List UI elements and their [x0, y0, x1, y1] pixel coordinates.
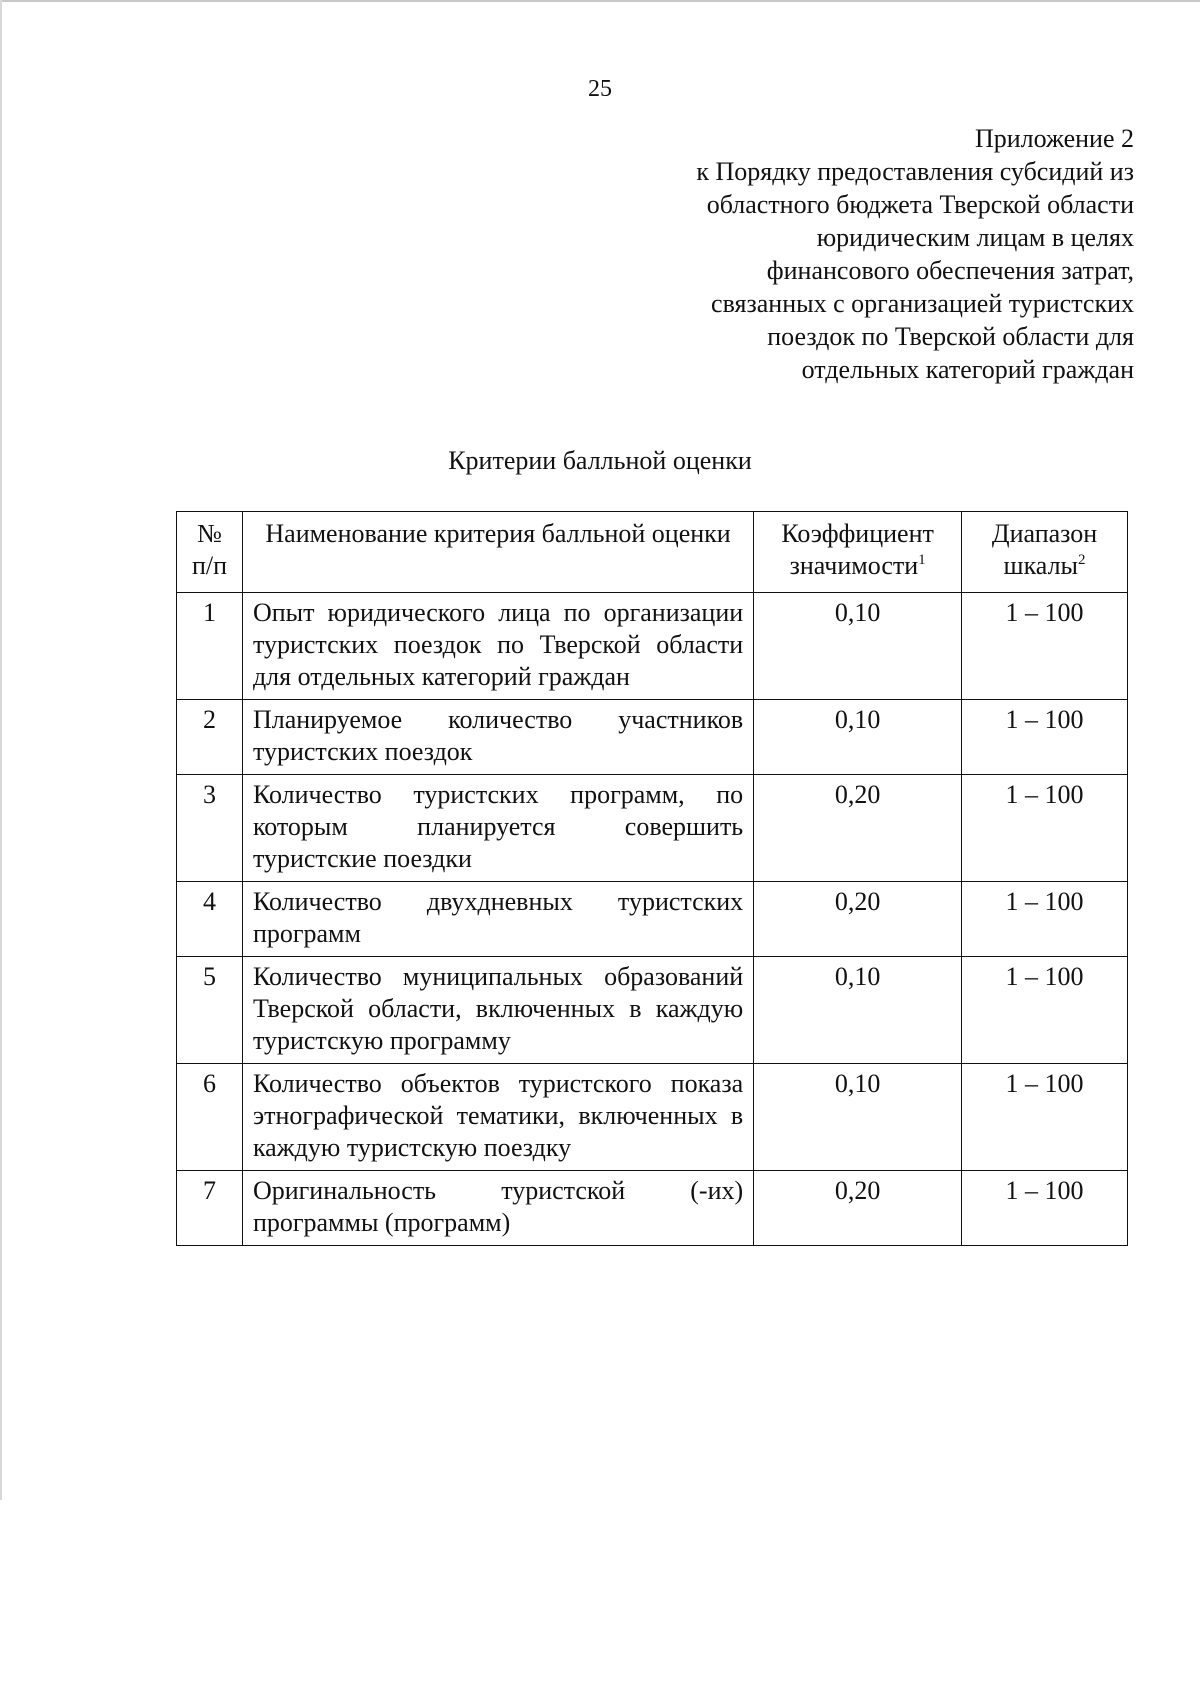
criterion-name: Количество муниципальных образований Тверской области, включенных в каждую туристскую программу — [242, 957, 753, 1064]
criterion-range: 1 – 100 — [962, 700, 1128, 775]
table-row — [177, 957, 1128, 1064]
header-criterion-name: Наименование критерия балльной оценки — [242, 512, 753, 593]
appendix-block — [534, 122, 1134, 386]
criterion-name: Планируемое количество участников туристских поездок — [242, 700, 753, 775]
document-title: Критерии балльной оценки — [448, 446, 752, 475]
criterion-name: Оригинальность туристской (-их) программы (программ) — [242, 1171, 753, 1246]
criterion-name: Количество объектов туристского показа этнографической тематики, включенных в каждую туристскую поездку — [242, 1064, 753, 1171]
criteria-table — [176, 511, 1128, 1246]
criterion-range: 1 – 100 — [962, 1171, 1128, 1246]
table-row — [177, 882, 1128, 957]
footnote-marker-1: 1 — [918, 552, 926, 568]
header-coefficient-label: Коэффициент значимости — [781, 519, 934, 580]
row-number: 1 — [177, 593, 243, 700]
scan-edge-left — [0, 0, 2, 1500]
appendix-line: финансового обеспечения затрат, — [766, 256, 1134, 285]
criterion-range: 1 – 100 — [962, 957, 1128, 1064]
criterion-coefficient: 0,10 — [754, 593, 962, 700]
appendix-line: к Порядку предоставления субсидий из — [696, 157, 1134, 186]
table-row — [177, 1171, 1128, 1246]
table-row — [177, 775, 1128, 882]
criterion-coefficient: 0,20 — [754, 1171, 962, 1246]
criterion-range: 1 – 100 — [962, 593, 1128, 700]
criterion-coefficient: 0,20 — [754, 775, 962, 882]
table-row — [177, 700, 1128, 775]
header-range-label: Диапазон шкалы — [991, 519, 1098, 580]
table-row — [177, 1064, 1128, 1171]
header-number — [177, 512, 243, 593]
page-number: 25 — [588, 76, 612, 102]
table-row — [177, 593, 1128, 700]
header-coefficient — [754, 512, 962, 593]
table-header-row — [177, 512, 1128, 593]
appendix-line: связанных с организацией туристских — [711, 289, 1134, 318]
row-number: 5 — [177, 957, 243, 1064]
header-number-symbol: № — [197, 519, 222, 548]
criterion-coefficient: 0,10 — [754, 700, 962, 775]
criterion-coefficient: 0,10 — [754, 1064, 962, 1171]
row-number: 3 — [177, 775, 243, 882]
criterion-coefficient: 0,10 — [754, 957, 962, 1064]
criterion-range: 1 – 100 — [962, 1064, 1128, 1171]
criterion-coefficient: 0,20 — [754, 882, 962, 957]
header-number-abbr: п/п — [191, 551, 227, 580]
appendix-line: поездок по Тверской области для — [767, 322, 1134, 351]
header-range — [962, 512, 1128, 593]
criterion-range: 1 – 100 — [962, 775, 1128, 882]
appendix-line: отдельных категорий граждан — [801, 355, 1134, 384]
appendix-line: областного бюджета Тверской области — [706, 190, 1134, 219]
row-number: 2 — [177, 700, 243, 775]
criterion-name: Количество туристских программ, по которым планируется совершить туристские поездки — [242, 775, 753, 882]
footnote-marker-2: 2 — [1078, 552, 1086, 568]
appendix-line: Приложение 2 — [974, 124, 1134, 153]
criterion-name: Опыт юридического лица по организации туристских поездок по Тверской области для отдельных категорий граждан — [242, 593, 753, 700]
row-number: 4 — [177, 882, 243, 957]
row-number: 6 — [177, 1064, 243, 1171]
scan-edge-top — [0, 0, 1200, 2]
appendix-line: юридическим лицам в целях — [816, 223, 1134, 252]
criterion-range: 1 – 100 — [962, 882, 1128, 957]
criterion-name: Количество двухдневных туристских программ — [242, 882, 753, 957]
row-number: 7 — [177, 1171, 243, 1246]
